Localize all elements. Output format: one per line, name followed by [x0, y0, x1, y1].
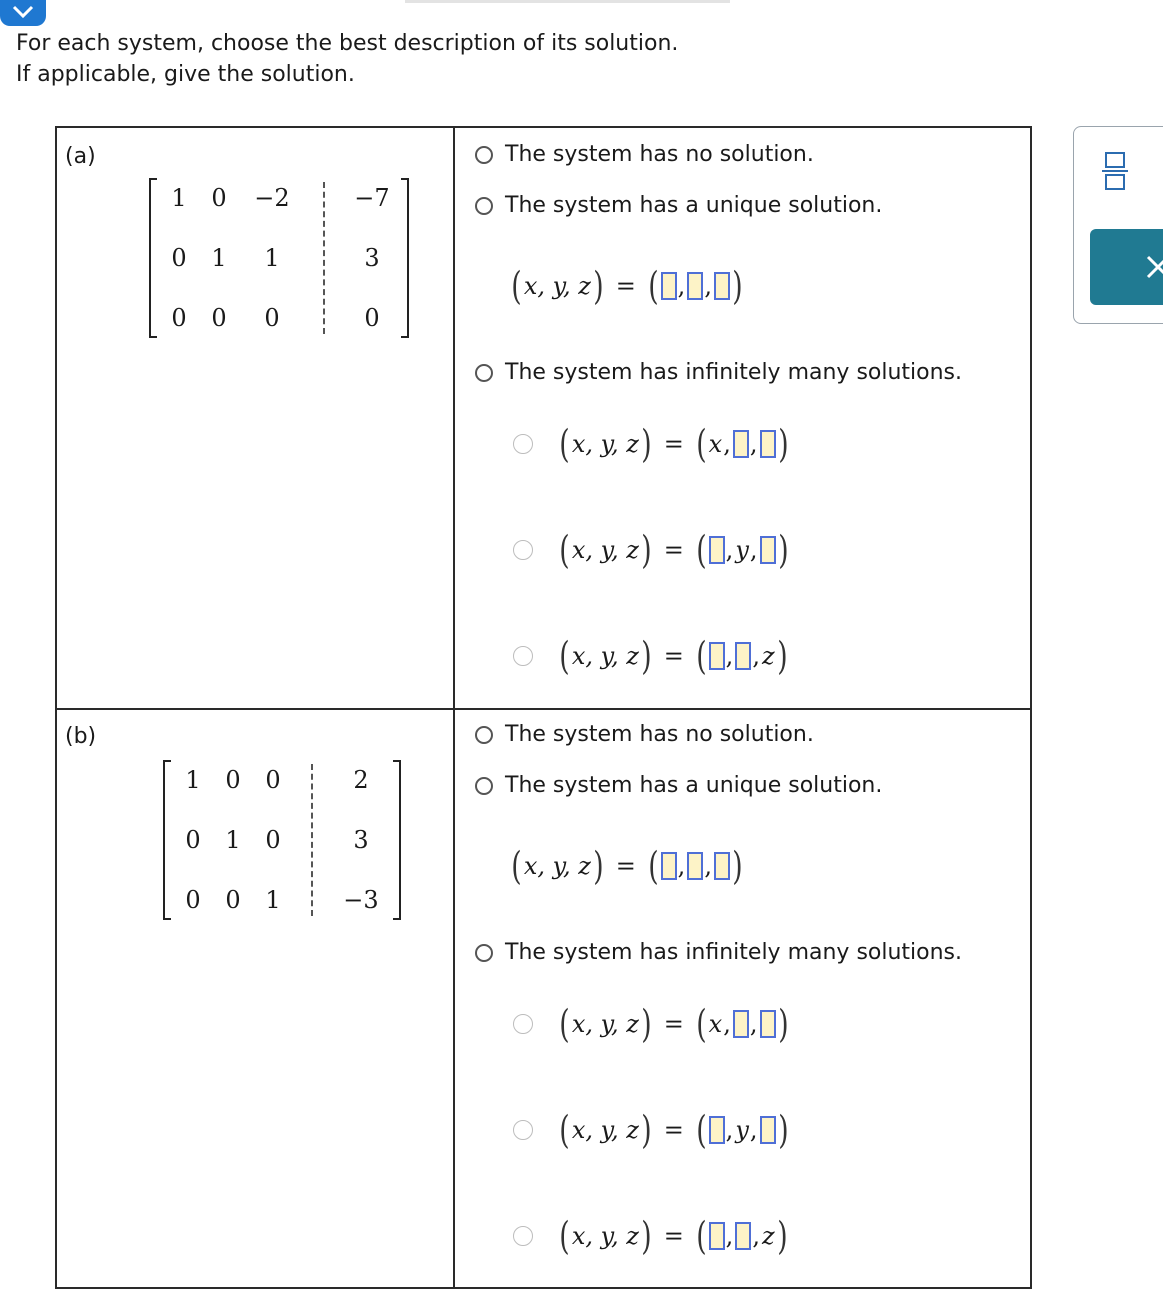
answer-box-x[interactable] — [709, 642, 725, 670]
part-b-infinite-option[interactable]: The system has infinitely many solutions. — [475, 940, 962, 965]
matrix-cell: 1 — [264, 244, 280, 272]
answer-box-z[interactable] — [714, 852, 730, 880]
answer-box-y[interactable] — [687, 852, 703, 880]
matrix-cell: 0 — [265, 766, 281, 794]
radio-button[interactable] — [513, 540, 533, 560]
collapse-toggle[interactable] — [0, 0, 46, 26]
part-b-unique-option[interactable]: The system has a unique solution. — [475, 773, 882, 798]
answer-box-z[interactable] — [760, 430, 776, 458]
prompt-line-1: For each system, choose the best description of its solution. — [16, 31, 679, 56]
math-tools-panel — [1073, 126, 1163, 324]
close-icon — [1146, 255, 1163, 279]
matrix-cell: 1 — [171, 184, 187, 212]
radio-button[interactable] — [475, 726, 493, 744]
part-b-no-solution-option[interactable]: The system has no solution. — [475, 722, 814, 747]
fraction-icon — [1102, 151, 1130, 191]
close-button[interactable] — [1090, 229, 1163, 305]
matrix-cell: −2 — [254, 184, 290, 212]
matrix-cell: 0 — [225, 766, 241, 794]
part-a-param-z-option[interactable]: ( x, y, z ) = ( , , z ) — [513, 634, 789, 678]
answer-box-z[interactable] — [714, 272, 730, 300]
part-b-unique-equation: ( x, y, z ) = ( , , ) — [511, 844, 743, 888]
part-a-unique-equation: ( x, y, z ) = ( , , ) — [511, 264, 743, 308]
matrix-cell: 0 — [171, 304, 187, 332]
part-b-matrix — [163, 760, 401, 920]
part-a-no-solution-option[interactable]: The system has no solution. — [475, 142, 814, 167]
radio-button[interactable] — [475, 197, 493, 215]
matrix-cell: 0 — [171, 244, 187, 272]
radio-button[interactable] — [513, 646, 533, 666]
radio-button[interactable] — [475, 777, 493, 795]
matrix-cell: 1 — [185, 766, 201, 794]
matrix-cell: 0 — [185, 886, 201, 914]
radio-button[interactable] — [513, 434, 533, 454]
prompt-line-2: If applicable, give the solution. — [16, 62, 355, 87]
radio-button[interactable] — [475, 146, 493, 164]
matrix-cell: 0 — [211, 304, 227, 332]
answer-box-z[interactable] — [760, 536, 776, 564]
matrix-cell: 0 — [264, 304, 280, 332]
answer-box-y[interactable] — [687, 272, 703, 300]
matrix-cell: 1 — [225, 826, 241, 854]
matrix-cell: 1 — [211, 244, 227, 272]
part-a-param-y-option[interactable]: ( x, y, z ) = ( , y , ) — [513, 528, 790, 572]
answer-box-x[interactable] — [661, 272, 677, 300]
part-a-label: (a) — [65, 144, 96, 169]
question-prompt — [16, 28, 678, 90]
radio-button[interactable] — [513, 1120, 533, 1140]
part-a-param-x-option[interactable]: ( x, y, z ) = ( x , , ) — [513, 422, 790, 466]
fraction-button[interactable] — [1102, 151, 1130, 195]
matrix-cell: 0 — [211, 184, 227, 212]
radio-button[interactable] — [513, 1014, 533, 1034]
matrix-cell: 2 — [353, 766, 369, 794]
answer-box-x[interactable] — [709, 1116, 725, 1144]
matrix-cell: −7 — [354, 184, 390, 212]
answer-box-x[interactable] — [661, 852, 677, 880]
part-a-matrix — [149, 178, 409, 338]
part-b-param-y-option[interactable]: ( x, y, z ) = ( , y , ) — [513, 1108, 790, 1152]
matrix-cell: −3 — [343, 886, 379, 914]
matrix-cell: 0 — [225, 886, 241, 914]
part-b-param-z-option[interactable]: ( x, y, z ) = ( , , z ) — [513, 1214, 789, 1258]
top-divider — [405, 0, 730, 3]
radio-button[interactable] — [475, 944, 493, 962]
matrix-cell: 3 — [353, 826, 369, 854]
part-a-infinite-option[interactable]: The system has infinitely many solutions. — [475, 360, 962, 385]
answer-box-x[interactable] — [709, 1222, 725, 1250]
answer-grid — [55, 126, 1032, 1289]
answer-box-y[interactable] — [733, 1010, 749, 1038]
matrix-cell: 0 — [265, 826, 281, 854]
radio-button[interactable] — [475, 364, 493, 382]
answer-box-y[interactable] — [733, 430, 749, 458]
part-b-param-x-option[interactable]: ( x, y, z ) = ( x , , ) — [513, 1002, 790, 1046]
part-b-label: (b) — [65, 724, 97, 749]
part-a-unique-option[interactable]: The system has a unique solution. — [475, 193, 882, 218]
matrix-cell: 0 — [364, 304, 380, 332]
answer-box-z[interactable] — [760, 1010, 776, 1038]
matrix-cell: 0 — [185, 826, 201, 854]
radio-button[interactable] — [513, 1226, 533, 1246]
matrix-cell: 1 — [265, 886, 281, 914]
answer-box-y[interactable] — [735, 642, 751, 670]
answer-box-y[interactable] — [735, 1222, 751, 1250]
answer-box-x[interactable] — [709, 536, 725, 564]
chevron-down-icon — [12, 4, 34, 20]
answer-box-z[interactable] — [760, 1116, 776, 1144]
matrix-cell: 3 — [364, 244, 380, 272]
